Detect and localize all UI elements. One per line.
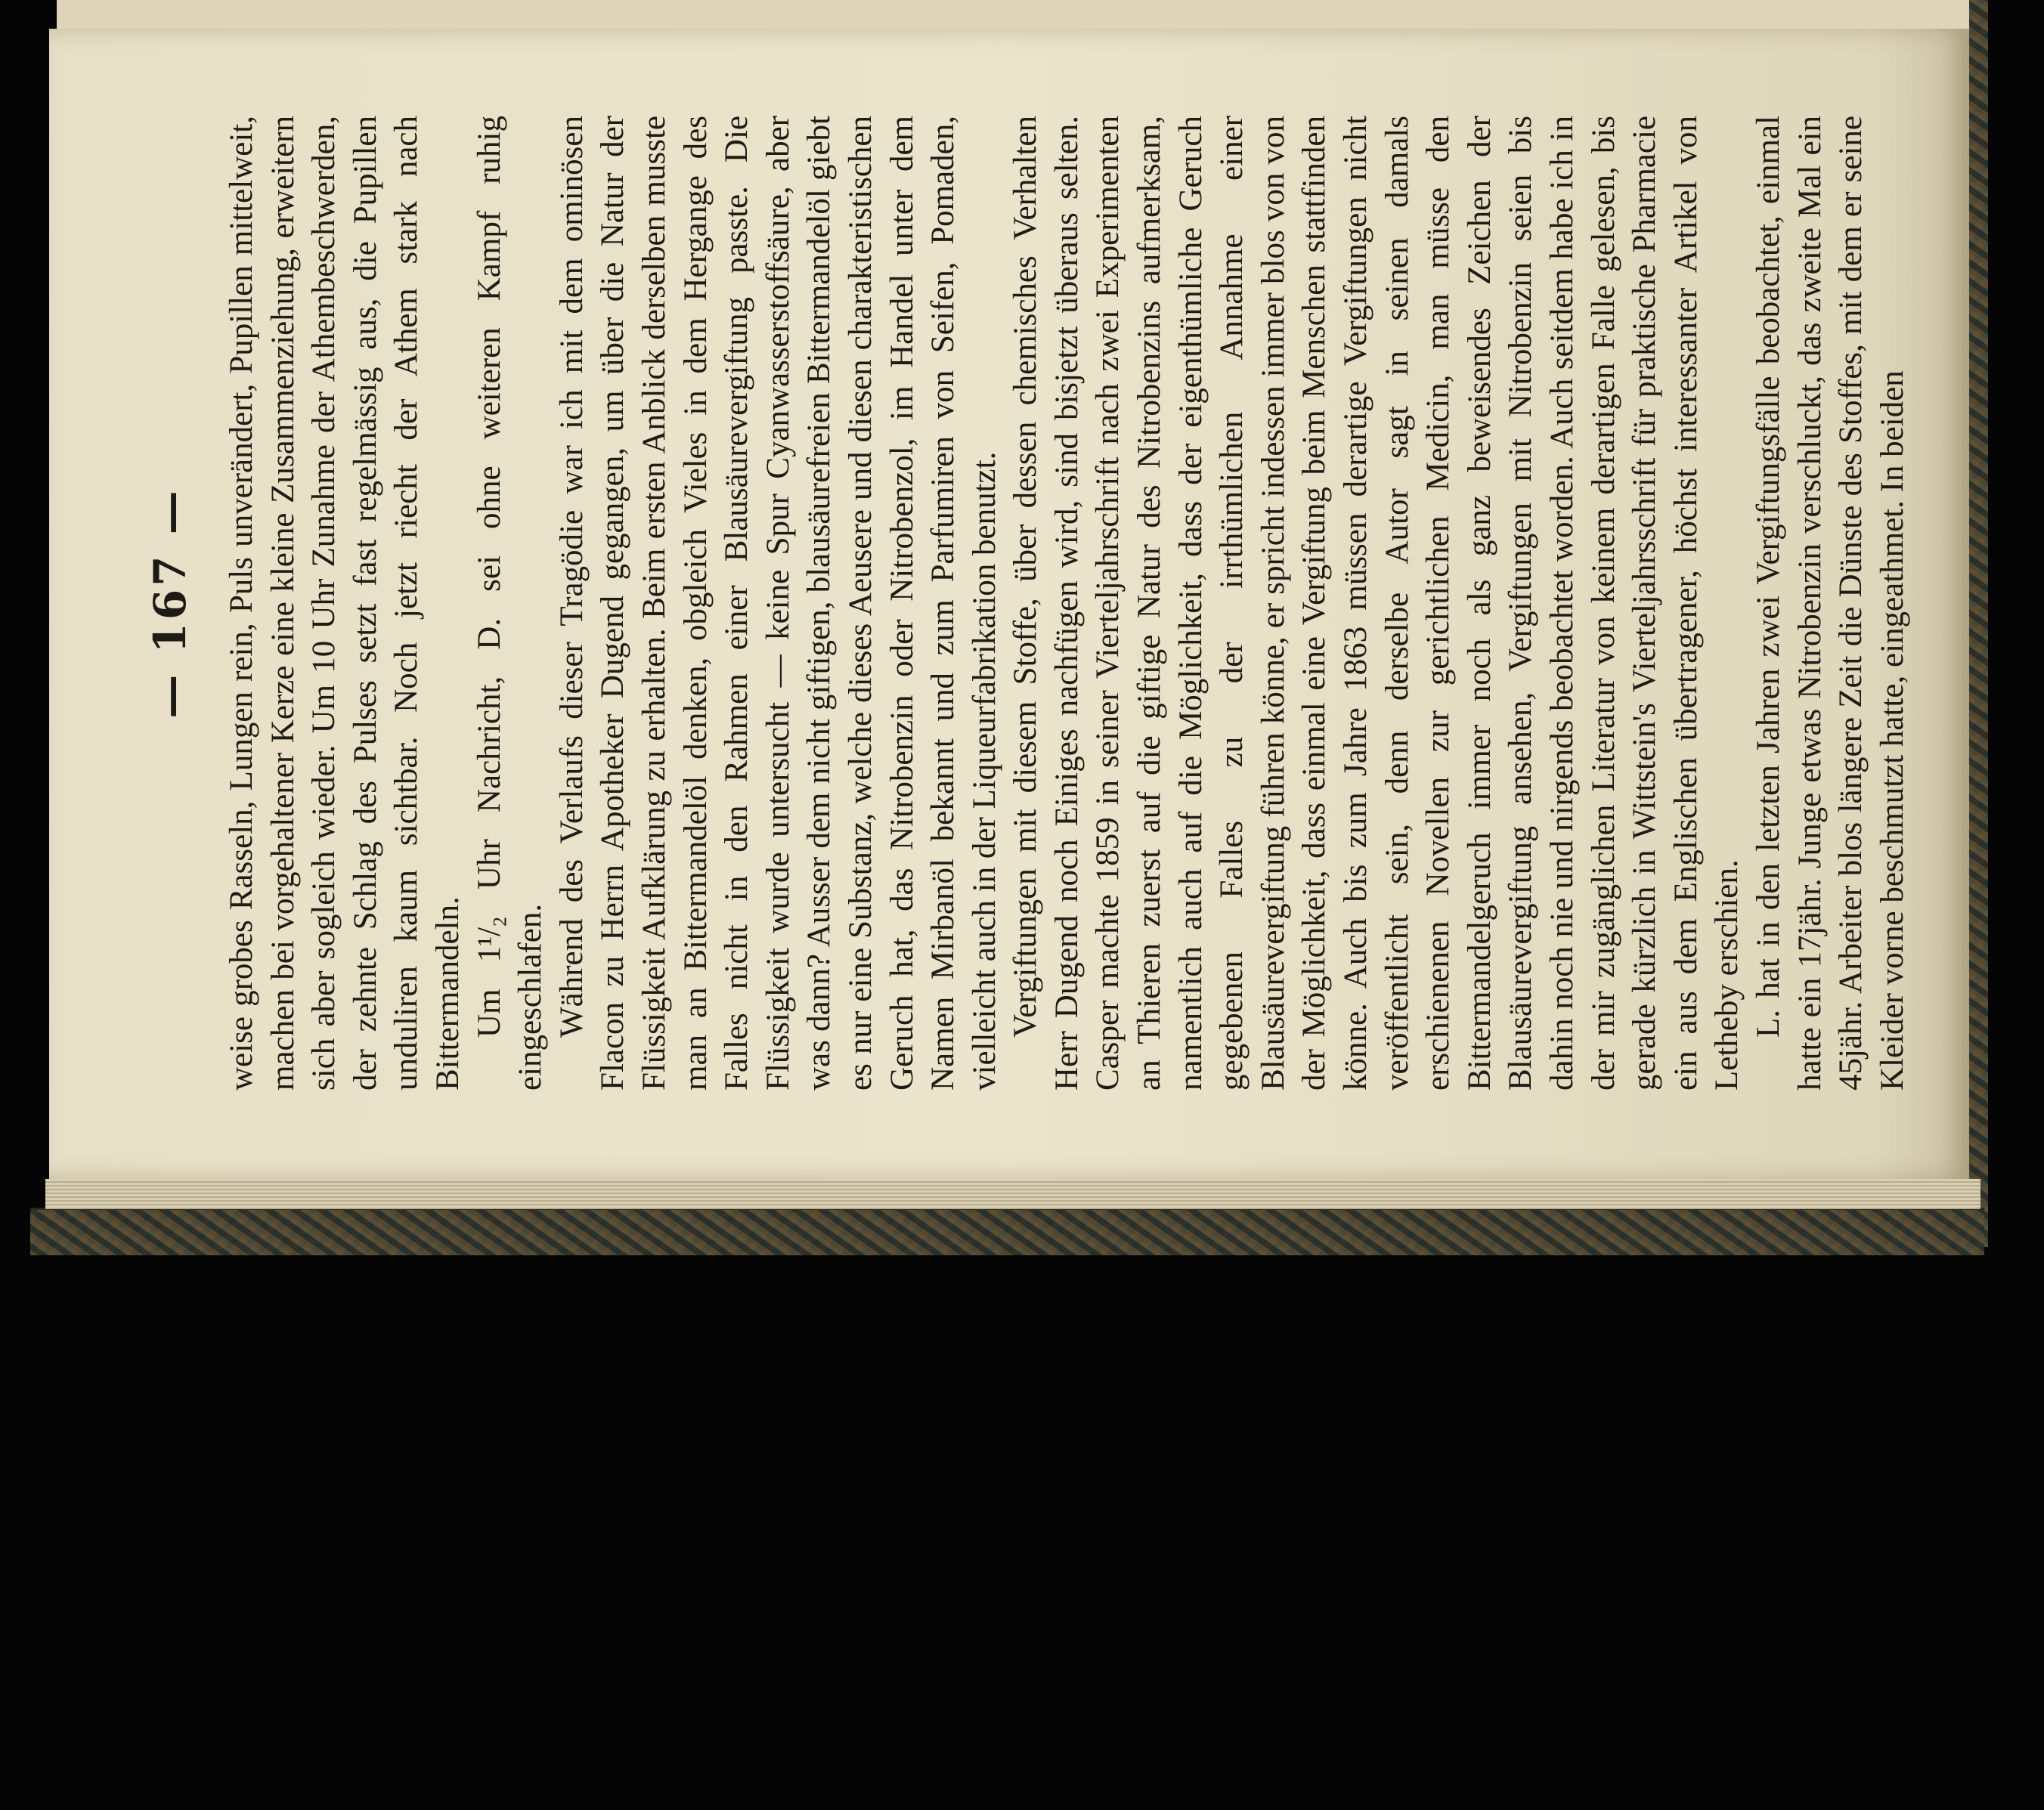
paragraph-1: weise grobes Rasseln, Lungen rein, Puls unverändert, Pupillen mittelweit, machen bei vorgehaltener Kerze eine kleine Zusammenziehung, erweitern sich aber sogleich wieder. Um 10 Uhr Zunahme der Athembeschwerden, der zehnte Schlag des Pulses setzt fast regelmässig aus, die Pupillen unduliren kaum sichtbar. Noch jetzt riecht der Athem stark nach Bittermandeln. xyxy=(224,116,466,1091)
marbled-cover-bottom xyxy=(30,1208,1984,1255)
paragraph-4: Vergiftungen mit diesem Stoffe, über dessen chemisches Verhalten Herr Dugend noch Einiges nachfügen wird, sind bisjetzt überaus selten. Casper machte 1859 in seiner Vierteljahrschrift nach zwei Experimenten an Thieren zuerst auf die giftige Natur des Nitrobenzins aufmerksam, namentlich auch auf die Möglichkeit, dass der eigenthümliche Geruch gegebenen Falles zu der irrthümlichen Annahme einer Blausäurevergiftung führen könne, er spricht indessen immer blos von von der Möglichkeit, dass einmal eine Vergiftung beim Menschen stattfinden könne. Auch bis zum Jahre 1863 müssen derartige Vergiftungen nicht veröffentlicht sein, denn derselbe Autor sagt in seinen damals erschienenen Novellen zur gerichtlichen Medicin, man müsse den Bittermandelgeruch immer noch als ganz beweisendes Zeichen der Blausäurevergiftung ansehen, Vergiftungen mit Nitrobenzin seien bis dahin noch nie und nirgends beobachtet worden. Auch seitdem habe ich in der mir zugänglichen Literatur von keinem derartigen Falle gelesen, bis gerade kürzlich in Wittstein's Vierteljahrsschrift für praktische Pharmacie ein aus dem Englischen übertragener, höchst interessanter Artikel von Letheby erschien. xyxy=(1008,116,1745,1091)
paragraph-5: L. hat in den letzten Jahren zwei Vergiftungsfälle beobachtet, einmal hatte ein 17jähr. Junge etwas Nitrobenzin verschluckt, das zweite Mal ein 45jähr. Arbeiter blos längere Zeit die Dünste des Stoffes, mit dem er seine Kleider vorne beschmutzt hatte, eingeathmet. In beiden xyxy=(1750,116,1910,1091)
book-page xyxy=(49,29,1969,1179)
paragraph-2: Um 1¹/₂ Uhr Nachricht, D. sei ohne weiteren Kampf ruhig eingeschlafen. xyxy=(471,116,549,1091)
page-number: — 167 — xyxy=(144,487,196,719)
page-stack-edges xyxy=(45,1179,1981,1209)
previous-page-edge xyxy=(57,0,1969,32)
rotated-text-block xyxy=(144,116,1910,1091)
paragraph-3: Während des Verlaufs dieser Tragödie war ich mit dem ominösen Flacon zu Herrn Apotheker Dugend gegangen, um über die Natur der Flüssigkeit Aufklärung zu erhalten. Beim ersten Anblick derselben musste man an Bittermandelöl denken, obgleich Vieles in dem Hergange des Falles nicht in den Rahmen einer Blausäurevergiftung passte. Die Flüssigkeit wurde untersucht — keine Spur Cyanwasserstoffsäure, aber was dann? Ausser dem nicht giftigen, blausäurefreien Bittermandelöl giebt es nur eine Substanz, welche dieses Aeusere und diesen charakteristischen Geruch hat, das Nitrobenzin oder Nitrobenzol, im Handel unter dem Namen Mirbanöl bekannt und zum Parfumiren von Seifen, Pomaden, vielleicht auch in der Liqueurfabrikation benutzt. xyxy=(553,116,1002,1091)
